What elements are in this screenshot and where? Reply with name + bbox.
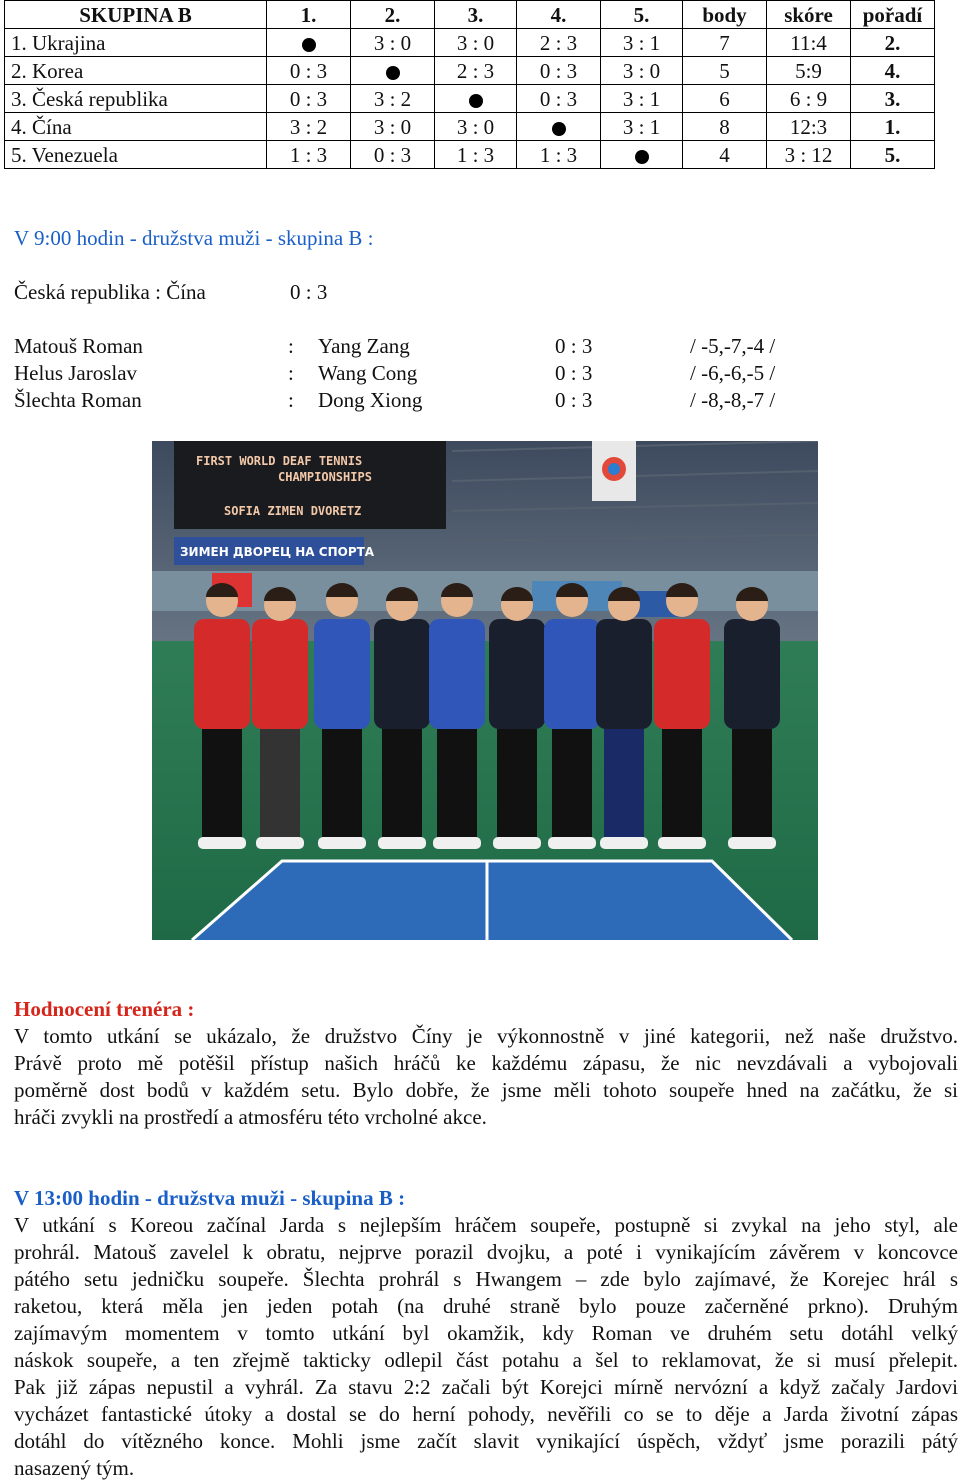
scoreboard-line1: FIRST WORLD DEAF TENNIS <box>196 454 363 468</box>
coach-line: poměrně dost bodů v každém setu. Bylo dobře, že jsme měli tohoto soupeře hned na začátku, že si <box>14 1078 958 1102</box>
result-cell: 0 : 3 <box>351 141 435 169</box>
self-match-dot-cell <box>601 141 683 169</box>
result-cell: 3 : 1 <box>601 85 683 113</box>
poradi-cell: 1. <box>851 113 935 141</box>
coach-line: V tomto utkání se ukázalo, že družstvo Číny je výkonnostně v jiné kategorii, než naše družstvo. <box>14 1024 958 1048</box>
header-cell: 3. <box>435 1 517 29</box>
result-cell: 0 : 3 <box>267 85 351 113</box>
result-cell: 0 : 3 <box>517 57 601 85</box>
person-figure <box>429 583 485 849</box>
header-cell: pořadí <box>851 1 935 29</box>
result-cell: 1 : 3 <box>435 141 517 169</box>
result-cell: 3 : 2 <box>351 85 435 113</box>
match2-line: náskok soupeře, a ten zřejmě takticky odlepil část potahu a šel to reklamovat, že si musí přelepit. <box>14 1348 958 1372</box>
match2-line: Pak již zápas nepustil a vyhrál. Za stavu 2:2 začali být Korejci mírně nervózní a když začaly Jardovi <box>14 1375 958 1399</box>
body-cell: 7 <box>683 29 767 57</box>
dot-icon <box>469 94 483 108</box>
team-name-cell: 5. Venezuela <box>5 141 267 169</box>
result-cell: 0 : 3 <box>267 57 351 85</box>
game-b: Yang Zang <box>318 334 410 358</box>
person-figure <box>314 583 370 849</box>
team-name-cell: 2. Korea <box>5 57 267 85</box>
poradi-cell: 5. <box>851 141 935 169</box>
poradi-cell: 2. <box>851 29 935 57</box>
person-figure <box>489 587 545 849</box>
coach-paragraph <box>14 1023 958 1131</box>
self-match-dot-cell <box>351 57 435 85</box>
coach-heading: Hodnocení trenéra : <box>14 997 195 1021</box>
header-cell: SKUPINA B <box>5 1 267 29</box>
match2-line: nasazený tým. <box>14 1456 135 1480</box>
team-name-cell: 4. Čína <box>5 113 267 141</box>
game-b: Wang Cong <box>318 361 418 385</box>
result-cell: 1 : 3 <box>517 141 601 169</box>
header-cell: 5. <box>601 1 683 29</box>
team-photo-svg <box>152 441 818 940</box>
header-cell: 1. <box>267 1 351 29</box>
table-row <box>5 29 935 57</box>
dot-icon <box>635 150 649 164</box>
match2-paragraph <box>14 1212 958 1482</box>
person-figure <box>194 583 250 849</box>
skore-cell: 3 : 12 <box>767 141 851 169</box>
result-cell: 2 : 3 <box>435 57 517 85</box>
person-figure <box>252 587 308 849</box>
group-table <box>4 0 935 169</box>
scoreboard-line3: SOFIA ZIMEN DVORETZ <box>224 504 362 518</box>
game-a: Matouš Roman <box>14 334 143 358</box>
match2-line: V utkání s Koreou začínal Jarda s nejlepším hráčem soupeře, postupně si zvykal na jeho styl, ale <box>14 1213 958 1237</box>
match2-line: prohrál. Matouš zavelel k obratu, nejprve porazil dvojku, a poté i vynikajícím závěrem v koncovce <box>14 1240 958 1264</box>
coach-line: hráči zvykli na prostředí a atmosféru této vrcholné akce. <box>14 1105 487 1129</box>
table-row <box>5 141 935 169</box>
table-row <box>5 85 935 113</box>
team-name-cell: 1. Ukrajina <box>5 29 267 57</box>
result-cell: 3 : 2 <box>267 113 351 141</box>
person-figure <box>374 587 430 849</box>
team-name-cell: 3. Česká republika <box>5 85 267 113</box>
body-cell: 6 <box>683 85 767 113</box>
match1-summary-score: 0 : 3 <box>290 280 328 304</box>
dot-icon <box>302 38 316 52</box>
game-score: 0 : 3 <box>555 361 593 385</box>
game-sets: / -8,-8,-7 / <box>690 388 776 412</box>
match2-line: vycházet fantastické útoky a dostal se do herní pohody, nevěřili co se to děje a Jarda životní zápas <box>14 1402 958 1426</box>
result-cell: 3 : 0 <box>351 29 435 57</box>
result-cell: 3 : 0 <box>435 113 517 141</box>
self-match-dot-cell <box>517 113 601 141</box>
result-cell: 3 : 1 <box>601 113 683 141</box>
game-sets: / -5,-7,-4 / <box>690 334 776 358</box>
match2-line: dotáhl do vítězného konce. Mohli jsme začít slavit vynikající úspěch, vždyť jsme porazili pátý <box>14 1429 958 1453</box>
game-a: Šlechta Roman <box>14 388 142 412</box>
dot-icon <box>552 122 566 136</box>
skore-cell: 5:9 <box>767 57 851 85</box>
game-sep: : <box>288 361 294 385</box>
match1-summary-teams: Česká republika : Čína <box>14 280 206 304</box>
body-cell: 4 <box>683 141 767 169</box>
game-sep: : <box>288 334 294 358</box>
body-cell: 5 <box>683 57 767 85</box>
person-figure <box>654 583 710 849</box>
banner-text: ЗИМЕН ДВОРЕЦ НА СПОРТА <box>180 545 375 559</box>
match2-line: zajímavým momentem v tomto utkání byl okamžik, kdy Roman ve druhém setu dotáhl velký <box>14 1321 958 1345</box>
poradi-cell: 4. <box>851 57 935 85</box>
result-cell: 3 : 0 <box>601 57 683 85</box>
table-row <box>5 113 935 141</box>
scoreboard-line2: CHAMPIONSHIPS <box>278 470 372 484</box>
header-cell: body <box>683 1 767 29</box>
skore-cell: 6 : 9 <box>767 85 851 113</box>
table-row <box>5 57 935 85</box>
skore-cell: 11:4 <box>767 29 851 57</box>
coach-line: Právě proto mě potěšil přístup našich hráčů ke každému zápasu, že nic nevzdávali a vybojovali <box>14 1051 958 1075</box>
body-cell: 8 <box>683 113 767 141</box>
person-figure <box>724 587 780 849</box>
match2-line: pátého setu jedničku soupeře. Šlechta prohrál s Hwangem – zde bylo zajímavé, že Korejec hrál s <box>14 1267 958 1291</box>
person-figure <box>596 587 652 849</box>
game-a: Helus Jaroslav <box>14 361 138 385</box>
team-photo <box>152 441 818 940</box>
match2-line: raketou, která měla jen jeden potah (na druhé straně bylo pouze začerněné prkno). Druhým <box>14 1294 958 1318</box>
game-sep: : <box>288 388 294 412</box>
header-cell: skóre <box>767 1 851 29</box>
game-score: 0 : 3 <box>555 388 593 412</box>
self-match-dot-cell <box>267 29 351 57</box>
game-score: 0 : 3 <box>555 334 593 358</box>
game-sets: / -6,-6,-5 / <box>690 361 776 385</box>
person-figure <box>544 583 600 849</box>
result-cell: 3 : 1 <box>601 29 683 57</box>
dot-icon <box>386 66 400 80</box>
match1-heading: V 9:00 hodin - družstva muži - skupina B : <box>14 226 374 250</box>
game-b: Dong Xiong <box>318 388 423 412</box>
result-cell: 1 : 3 <box>267 141 351 169</box>
skore-cell: 12:3 <box>767 113 851 141</box>
result-cell: 0 : 3 <box>517 85 601 113</box>
result-cell: 2 : 3 <box>517 29 601 57</box>
result-cell: 3 : 0 <box>351 113 435 141</box>
table-header-row <box>5 1 935 29</box>
result-cell: 3 : 0 <box>435 29 517 57</box>
header-cell: 2. <box>351 1 435 29</box>
header-cell: 4. <box>517 1 601 29</box>
poradi-cell: 3. <box>851 85 935 113</box>
match2-heading: V 13:00 hodin - družstva muži - skupina B : <box>14 1186 406 1210</box>
self-match-dot-cell <box>435 85 517 113</box>
